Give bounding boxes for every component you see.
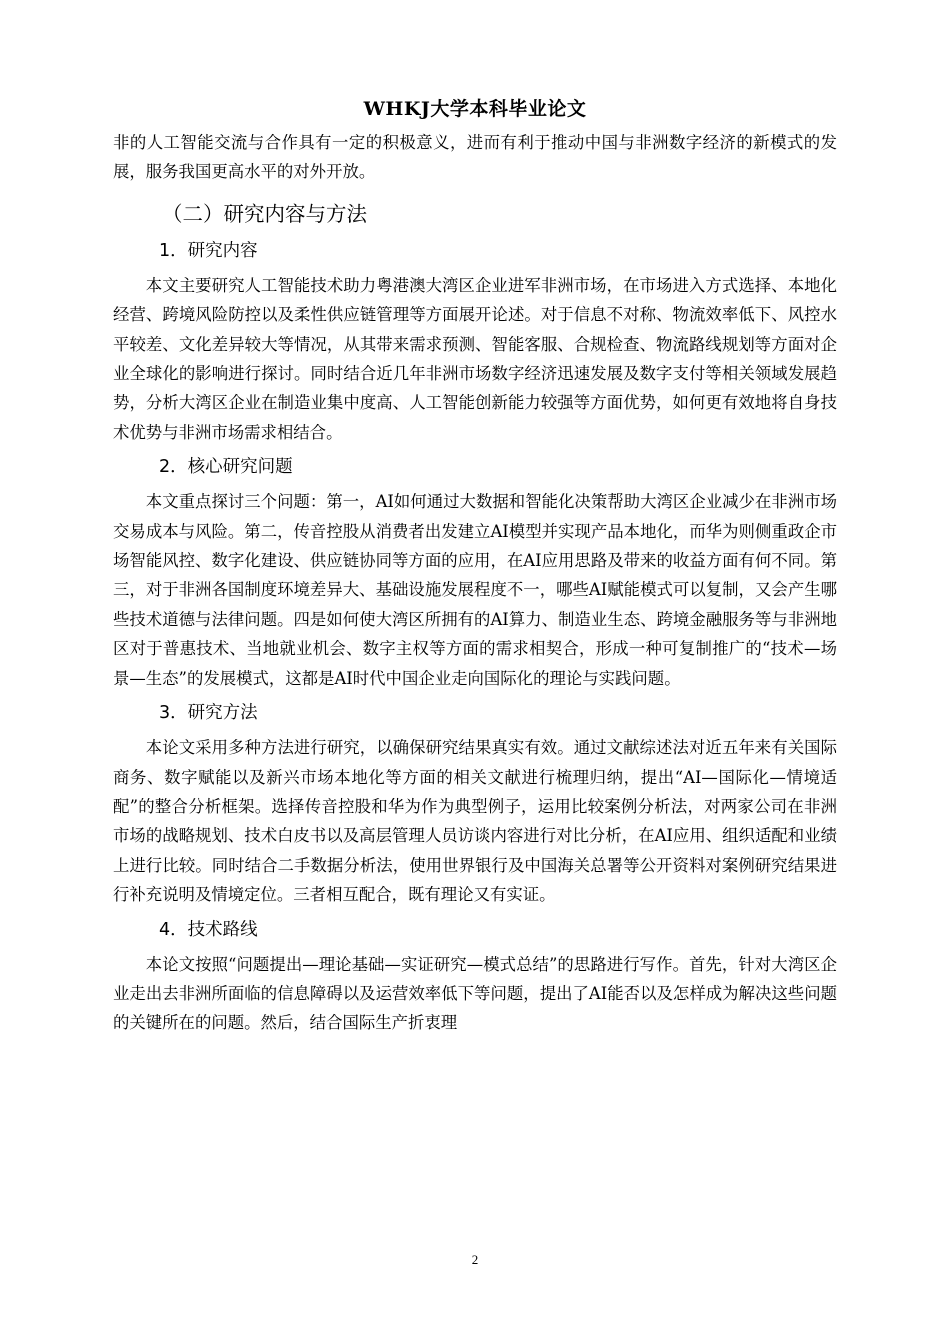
paragraph-technical-route: 本论文按照“问题提出—理论基础—实证研究—模式总结”的思路进行写作。首先，针对大湾区企业走出去非洲所面临的信息障碍以及运营效率低下等问题，提出了AI能否以及怎样成为解决这些问题的关键所在的问题。然后，结合国际生产折衷理 — [113, 954, 837, 1033]
running-header: WHKJ大学本科毕业论文 — [363, 98, 587, 120]
subsection-heading-research-content: 1．研究内容 — [159, 240, 258, 261]
section-heading: （二）研究内容与方法 — [162, 201, 367, 226]
subsection-heading-technical-route: 4．技术路线 — [159, 919, 258, 940]
paragraph-research-content: 本文主要研究人工智能技术助力粤港澳大湾区企业进军非洲市场，在市场进入方式选择、本地化经营、跨境风险防控以及柔性供应链管理等方面展开论述。对于信息不对称、物流效率低下、风控水平较差、文化差异较大等情况，从其带来需求预测、智能客服、合规检查、物流路线规划等方面对企业全球化的影响进行探讨。同时结合近几年非洲市场数字经济迅速发展及数字支付等相关领域发展趋势，分析大湾区企业在制造业集中度高、人工智能创新能力较强等方面优势，如何更有效地将自身技术优势与非洲市场需求相结合。 — [113, 275, 837, 442]
subsection-heading-core-questions: 2．核心研究问题 — [159, 457, 293, 478]
subsection-heading-research-methods: 3．研究方法 — [159, 703, 258, 724]
page-number: 2 — [471, 1252, 479, 1267]
paragraph-core-questions: 本文重点探讨三个问题：第一，AI如何通过大数据和智能化决策帮助大湾区企业减少在非洲市场交易成本与风险。第二，传音控股从消费者出发建立AI模型并实现产品本地化，而华为则侧重政企市场智能风控、数字化建设、供应链协同等方面的应用，在AI应用思路及带来的收益方面有何不同。第三，对于非洲各国制度环境差异大、基础设施发展程度不一，哪些AI赋能模式可以复制，又会产生哪些技术道德与法律问题。四是如何使大湾区所拥有的AI算力、制造业生态、跨境金融服务等与非洲地区对于普惠技术、当地就业机会、数字主权等方面的需求相契合，形成一种可复制推广的“技术—场景—生态”的发展模式，这都是AI时代中国企业走向国际化的理论与实践问题。 — [113, 492, 837, 688]
paragraph-research-methods: 本论文采用多种方法进行研究，以确保研究结果真实有效。通过文献综述法对近五年来有关国际商务、数字赋能以及新兴市场本地化等方面的相关文献进行梳理归纳，提出“AI—国际化—情境适配”的整合分析框架。选择传音控股和华为作为典型例子，运用比较案例分析法，对两家公司在非洲市场的战略规划、技术白皮书以及高层管理人员访谈内容进行对比分析，在AI应用、组织适配和业绩上进行比较。同时结合二手数据分析法，使用世界银行及中国海关总署等公开资料对案例研究结果进行补充说明及情境定位。三者相互配合，既有理论又有实证。 — [113, 738, 837, 905]
intro-paragraph: 非的人工智能交流与合作具有一定的积极意义，进而有利于推动中国与非洲数字经济的新模式的发展，服务我国更高水平的对外开放。 — [113, 133, 837, 182]
body-content — [113, 128, 837, 1038]
